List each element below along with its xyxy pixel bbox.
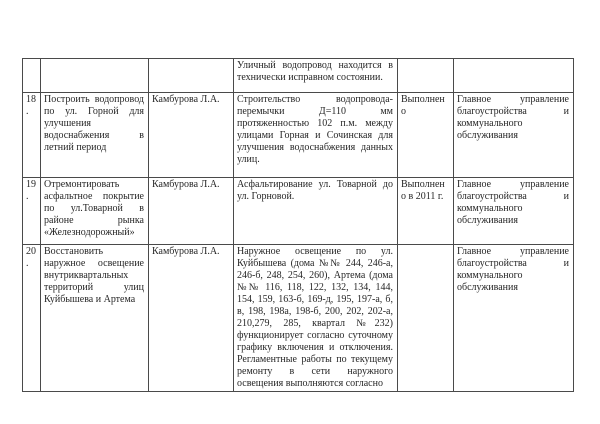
cell-details: Асфальтирование ул. Товарной до ул. Горновой.: [234, 178, 398, 245]
cell-responsible: Камбурова Л.А.: [149, 245, 234, 392]
cell-department: Главное управление благоустройства и коммунального обслуживания: [454, 93, 574, 178]
cell-department: [454, 59, 574, 93]
cell-number: 20.: [23, 245, 41, 392]
cell-status: [398, 245, 454, 392]
cell-task: Отремонтировать асфальтное покрытие по ул.Товарной в районе рынка «Железнодорожный»: [41, 178, 149, 245]
cell-number: 18.: [23, 93, 41, 178]
cell-status: Выполнено в 2011 г.: [398, 178, 454, 245]
cell-status: [398, 59, 454, 93]
cell-department: Главное управление благоустройства и коммунального обслуживания: [454, 178, 574, 245]
table-row-19: [23, 178, 574, 245]
cell-task: Построить водопровод по ул. Горной для улучшения водоснабжения в летний период: [41, 93, 149, 178]
cell-number: 19.: [23, 178, 41, 245]
cell-details: Строительство водопровода-перемычки Д=110 мм протяженностью 102 п.м. между улицами Горная и Сочинская для улучшения водоснабжения данных улиц.: [234, 93, 398, 178]
report-table: [22, 58, 574, 392]
table-row-continuation: [23, 59, 574, 93]
table-row-18: [23, 93, 574, 178]
cell-task: Восстановить наружное освещение внутриквартальных территорий улиц Куйбышева и Артема: [41, 245, 149, 392]
cell-details: Наружное освещение по ул. Куйбышева (дома №№ 244, 246-а, 246-б, 248, 254, 260), Артема (дома №№ 116, 118, 122, 132, 134, 144, 154, 159, 163-б, 169-д, 195, 197-а, б, в, 198, 198а, 198-б, 200, 202, 202-а, 210,279, 285, квартал №232) функционирует согласно суточному графику включения и отключения. Регламентные работы по текущему ремонту в сети наружного освещения выполняются согласно: [234, 245, 398, 392]
cell-responsible: Камбурова Л.А.: [149, 178, 234, 245]
cell-task: [41, 59, 149, 93]
cell-details: Уличный водопровод находится в технически исправном состоянии.: [234, 59, 398, 93]
table-row-20: [23, 245, 574, 392]
cell-status: Выполнено: [398, 93, 454, 178]
cell-department: Главное управление благоустройства и коммунального обслуживания: [454, 245, 574, 392]
cell-responsible: [149, 59, 234, 93]
cell-number: [23, 59, 41, 93]
cell-responsible: Камбурова Л.А.: [149, 93, 234, 178]
